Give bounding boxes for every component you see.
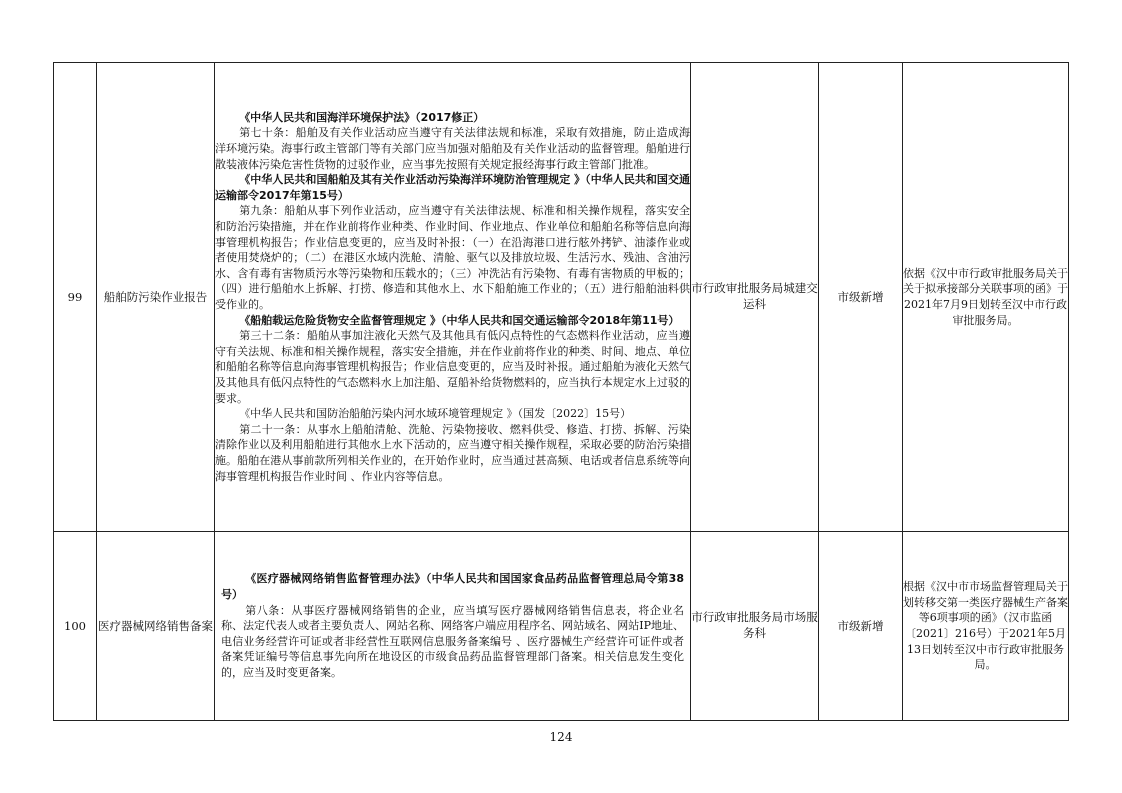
legal-basis [215, 532, 691, 721]
item-name: 船舶防污染作业报告 [97, 63, 215, 532]
row-number: 100 [54, 532, 97, 721]
change-type: 市级新增 [819, 63, 903, 532]
row-number: 99 [54, 63, 97, 532]
page-number: 124 [549, 730, 573, 744]
table-row [54, 532, 1069, 721]
law-text: 第八条：从事医疗器械网络销售的企业，应当填写医疗器械网络销售信息表，将企业名称、法定代表人或者主要负责人、网站名称、网络客户端应用程序名、网站域名、网站IP地址、电信业务经营许可证或者非经营性互联网信息服务备案编号 、医疗器械生产经营许可证件或者备案凭证编号等信息事先向所在地设区的市级食品药品监督管理部门备案。相关信息发生变化的，应当及时变更备案。 [221, 603, 684, 679]
item-name: 医疗器械网络销售备案 [97, 532, 215, 721]
law-text: 第三十二条：船舶从事加注液化天然气及其他具有低闪点特性的气态燃料作业活动，应当遵守有关法规、标准和相关操作规程，落实安全措施，并在作业前将作业的种类、时间、地点、单位和船舶名称等信息向海事管理机构报告；作业信息变更的，应当及时补报。通过船舶为液化天然气及其他具有低闪点特性的气态燃料水上加注船、趸船补给货物燃料的，应当执行本规定水上过驳的要求。 [215, 329, 690, 405]
law-text: 第九条：船舶从事下列作业活动，应当遵守有关法律法规、标准和相关操作规程，落实安全和防治污染措施，并在作业前将作业种类、作业时间、作业地点、作业单位和船舶名称等信息向海事管理机构报告；作业信息变更的，应当及时补报：（一）在沿海港口进行舷外拷铲、油漆作业或者使用焚烧炉的；（二）在港区水域内洗舱、清舱、驱气以及排放垃圾、生活污水、残油、含油污水、含有毒有害物质污水等污染物和压载水的；（三）冲洗沾有污染物、有毒有害物质的甲板的；（四）进行船舶水上拆解、打捞、修造和其他水上、水下船舶施工作业的；（五）进行船舶油料供受作业的。 [215, 204, 690, 311]
department: 市行政审批服务局市场服务科 [691, 532, 819, 721]
law-title: 《中华人民共和国船舶及其有关作业活动污染海洋环境防治管理规定 》（中华人民共和国交通运输部令2017年第15号） [215, 173, 690, 202]
law-title: 《医疗器械网络销售监督管理办法》（中华人民共和国国家食品药品监督管理总局令第38号） [221, 572, 684, 602]
law-text: 第七十条：船舶及有关作业活动应当遵守有关法律法规和标准，采取有效措施，防止造成海洋环境污染。海事行政主管部门等有关部门应当加强对船舶及有关作业活动的监督管理。船舶进行散装液体污染危害性货物的过驳作业，应当事先按照有关规定报经海事行政主管部门批准。 [215, 126, 690, 171]
items-table [53, 62, 1069, 721]
law-title: 《中华人民共和国防治船舶污染内河水域环境管理规定 》（国发〔2022〕15号） [239, 407, 632, 421]
law-title: 《中华人民共和国海洋环境保护法》（2017修正） [239, 110, 485, 124]
law-title: 《船舶载运危险货物安全监督管理规定 》（中华人民共和国交通运输部令2018年第11号） [239, 313, 680, 327]
change-type: 市级新增 [819, 532, 903, 721]
table-row [54, 63, 1069, 532]
remark: 依据《汉中市行政审批服务局关于关于拟承接部分关联事项的函》于2021年7月9日划转至汉中市行政审批服务局。 [903, 63, 1069, 532]
legal-basis [215, 63, 691, 532]
law-text: 第二十一条：从事水上船舶清舱、洗舱、污染物接收、燃料供受、修造、打捞、拆解、污染清除作业以及利用船舶进行其他水上水下活动的，应当遵守相关操作规程，采取必要的防治污染措施。船舶在港从事前款所列相关作业的，在开始作业时，应当通过甚高频、电话或者信息系统等向海事管理机构报告作业时间 、作业内容等信息。 [215, 422, 690, 483]
remark: 根据《汉中市市场监督管理局关于划转移交第一类医疗器械生产备案等6项事项的函》（汉市监函〔2021〕216号）于2021年5月13日划转至汉中市行政审批服务局。 [903, 532, 1069, 721]
department: 市行政审批服务局城建交运科 [691, 63, 819, 532]
